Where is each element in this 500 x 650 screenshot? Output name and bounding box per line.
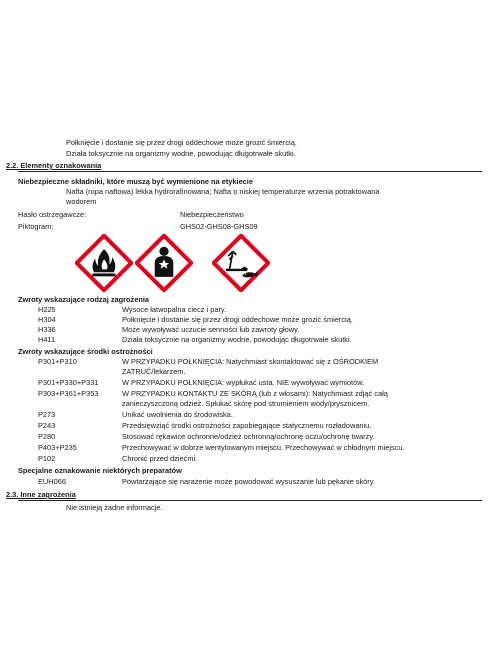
precaution-code: P301+P330+P331: [38, 378, 99, 387]
hazardous-components-line-2: wodorem: [66, 197, 97, 206]
hazard-text: Wysoce łatwopalna ciecz i pary.: [122, 305, 227, 314]
precaution-text: W PRZYPADKU POŁKNIĘCIA: wypłukać usta. NIE wywoływać wymiotów.: [122, 378, 365, 387]
other-hazards-text: Nie istnieją żadne informacje.: [66, 503, 163, 512]
section-2-3-title: 2.3. Inne zagrożenia: [6, 490, 76, 499]
special-labelling-heading: Specjalne oznakowanie niektórych preparatów: [18, 466, 182, 475]
pictogram-value: GHS02-GHS08-GHS09: [180, 222, 258, 231]
precaution-code: P102: [38, 454, 56, 463]
intro-line-2: Działa toksycznie na organizmy wodne, powodując długotrwałe skutki.: [66, 149, 296, 158]
pictogram-label: Piktogram:: [18, 222, 54, 231]
precaution-text-continued: zanieczyszczoną odzież. Spłukać skórę pod strumieniem wody/prysznicem.: [122, 399, 370, 408]
hazard-text: Połknięcie i dostanie się przez drogi oddechowe może grozić śmiercią.: [122, 315, 353, 324]
flame-icon: [75, 234, 133, 292]
intro-line-1: Połknięcie i dostanie się przez drogi oddechowe może grozić śmiercią.: [66, 138, 297, 147]
precaution-text: W PRZYPADKU POŁKNIĘCIA: Natychmiast skontaktować się z OŚRODKIEM: [122, 357, 379, 366]
hazard-statements-heading: Zwroty wskazujące rodzaj zagrożenia: [18, 295, 150, 304]
precaution-code: P301+P310: [38, 357, 77, 366]
environment-icon: [212, 234, 270, 292]
hazard-code: H336: [38, 325, 56, 334]
precaution-text: W PRZYPADKU KONTAKTU ZE SKÓRĄ (lub z włosami): Natychmiast zdjąć całą: [122, 389, 388, 398]
special-labelling-code: EUH066: [38, 477, 66, 486]
special-labelling-text: Powtarzające się narażenie może powodować wysuszanie lub pękanie skóry.: [122, 477, 375, 486]
precaution-text-continued: ZATRUĆ/lekarzem.: [122, 367, 186, 376]
precaution-text: Stosować rękawice ochronne/odzież ochronną/ochronę oczu/ochronę twarzy.: [122, 432, 375, 441]
precaution-text: Unikać uwolnienia do środowiska.: [122, 410, 233, 419]
precaution-statements-heading: Zwroty wskazujące środki ostrożności: [18, 347, 153, 356]
precaution-code: P243: [38, 421, 56, 430]
hazard-text: Działa toksycznie na organizmy wodne, powodując długotrwałe skutki.: [122, 335, 352, 344]
precaution-text: Przedsięwziąć środki ostrożności zapobiegające statycznemu rozładowaniu.: [122, 421, 372, 430]
hazard-code: H411: [38, 335, 56, 344]
signal-word-value: Niebezpieczeństwo: [180, 210, 244, 219]
hazardous-components-heading: Niebezpieczne składniki, które muszą być wymienione na etykiecie: [18, 177, 253, 186]
precaution-text: Chronić przed dziećmi.: [122, 454, 198, 463]
hazardous-components-line-1: Nafta (ropa naftowa) lekka hydrorafinowana; Nafta o niskiej temperaturze wrzenia potraktowana: [66, 187, 380, 196]
section-2-2-title: 2.2. Elementy oznakowania: [6, 161, 102, 170]
hazard-code: H225: [38, 305, 56, 314]
precaution-code: P273: [38, 410, 56, 419]
signal-word-label: Hasło ostrzegawcze:: [18, 210, 87, 219]
precaution-text: Przechowywać w dobrze wentylowanym miejscu. Przechowywać w chłodnym miejscu.: [122, 443, 405, 452]
health-hazard-icon: [135, 234, 193, 292]
precaution-code: P280: [38, 432, 56, 441]
section-divider: [18, 171, 482, 172]
section-divider: [18, 500, 482, 501]
precaution-code: P403+P235: [38, 443, 77, 452]
hazard-code: H304: [38, 315, 56, 324]
precaution-code: P303+P361+P353: [38, 389, 99, 398]
hazard-text: Może wywoływać uczucie senności lub zawroty głowy.: [122, 325, 300, 334]
